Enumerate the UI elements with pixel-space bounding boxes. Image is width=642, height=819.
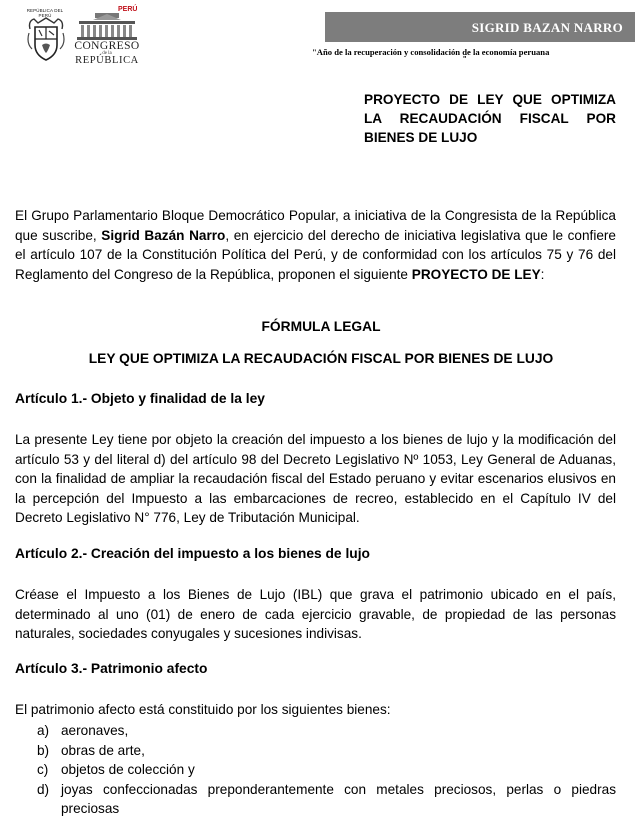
list-marker: c) [37,762,49,777]
list-item-text: objetos de colección y [61,762,195,777]
intro-text-1: El Grupo Parlamentario Bloque Democrático Popular, a iniciativa de la Congresista de la República que suscribe, [15,208,616,243]
congreso-label: CONGRESO [74,40,140,52]
congress-building-icon [75,11,139,41]
intro-colon: : [540,266,545,282]
republica-label: REPÚBLICA [75,55,139,66]
list-item-text: obras de arte, [61,742,145,758]
formula-legal-heading: FÓRMULA LEGAL [261,319,381,334]
project-title: PROYECTO DE LEY QUE OPTIMIZA LA RECAUDACIÓN FISCAL POR BIENES DE LUJO [364,92,616,145]
article-1-body: La presente Ley tiene por objeto la creación del impuesto a los bienes de lujo y la modificación del artículo 53 y del literal d) del artículo 98 del Decreto Legislativo Nº 1053, Ley General de Aduanas, con la finalidad de ampliar la recaudación fiscal del Estado peruano y evitar escenarios elusivos en la percepción del Impuesto a las embarcaciones de recreo, establecido en el Capítulo IV del Decreto Legislativo N° 776, Ley de Tributación Municipal. [15,432,616,525]
coat-of-arms-logo [22,8,68,66]
list-item-text: aeronaves, [61,723,129,738]
article-1-heading: Artículo 1.- Objeto y finalidad de la ley [15,391,265,406]
proyecto-de-ley-label: PROYECTO DE LEY [411,266,541,282]
list-marker: a) [37,723,50,738]
congreso-logo [72,6,142,66]
author-name: SIGRID BAZAN NARRO [471,20,623,35]
list-item [37,721,616,741]
list-marker: d) [37,781,50,797]
slogan-closing-mark: " [463,56,467,63]
list-item [37,760,616,780]
peru-label: PERÚ [118,6,138,13]
author-banner [325,12,635,42]
assets-list [37,721,616,819]
article-2-heading: Artículo 2.- Creación del impuesto a los bienes de lujo [15,546,370,561]
intro-text-2: , en ejercicio del derecho de iniciativa legislativa que le confiere el artículo 107 de la Constitución Política del Perú, y de conformidad con los artículos 75 y 76 del Reglamento del Congreso de la República, proponen el siguiente [15,227,616,282]
list-item [37,780,616,819]
republic-label: REPÚBLICA DEL PERÚ [26,8,64,18]
article-3-body: El patrimonio afecto está constituido por los siguientes bienes: [15,702,391,717]
list-item [37,741,616,761]
list-item-text: joyas confeccionadas preponderantemente con metales preciosos, perlas o piedras preciosas [61,781,616,816]
list-marker: b) [37,742,50,758]
article-2-body: Créase el Impuesto a los Bienes de Lujo (IBL) que grava el patrimonio ubicado en el país, determinado al uno (01) de enero de cada ejercicio gravable, de propiedad de las personas naturales, sociedades conyugales y sucesiones indivisas. [15,587,616,641]
congresswoman-name: Sigrid Bazán Narro [101,227,226,243]
year-slogan: "Año de la recuperación y consolidación de la economía peruana [312,47,550,57]
de-la-label: de la [102,51,112,56]
article-3-heading: Artículo 3.- Patrimonio afecto [15,661,208,676]
law-title: LEY QUE OPTIMIZA LA RECAUDACIÓN FISCAL POR BIENES DE LUJO [88,351,554,366]
intro-paragraph [15,206,616,284]
shield-icon [26,15,66,65]
